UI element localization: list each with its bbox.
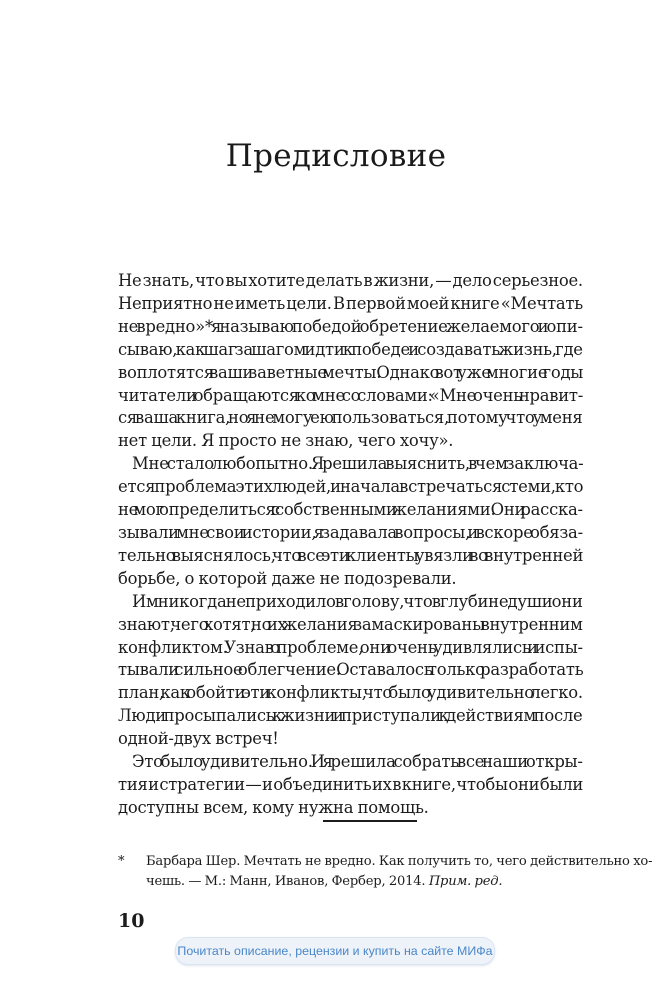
- body-line: доступны всем, кому нужна помощь.: [118, 797, 429, 817]
- footnote-divider: [323, 820, 417, 822]
- body-line: одной-двух встреч!: [118, 729, 279, 749]
- footnote: [118, 852, 653, 892]
- body-line: Неприятно не иметь цели. В первой моей книге «Мечтать: [118, 293, 583, 313]
- body-line: воплотятся ваши заветные мечты. Однако вот уже многие годы: [118, 362, 583, 382]
- footnote-line: [118, 852, 653, 872]
- body-line: не мог определиться с собственными желаниями. Они расска-: [118, 500, 583, 520]
- body-line: сываю, как шаг за шагом идти к победе и создавать жизнь, где: [118, 339, 583, 359]
- body-line: Не знать, что вы хотите делать в жизни, — дело серьезное.: [118, 271, 583, 290]
- body-line: тывали сильное облегчение. Оставалось только разработать: [118, 660, 583, 680]
- body-line: нет цели. Я просто не знаю, чего хочу».: [118, 431, 454, 451]
- body-line: Мне стало любопытно. Я решила выяснить, в чем заключа-: [132, 454, 583, 474]
- body-line: ется проблема этих людей, и начала встречаться с теми, кто: [118, 477, 583, 497]
- body-line: Это было удивительно. И я решила собрать все наши откры-: [132, 752, 583, 772]
- body-line: знают, чего хотят, но их желания замаскированы внутренним: [118, 614, 583, 634]
- mif-site-link-button[interactable]: Почитать описание, рецензии и купить на сайте МИФа: [175, 937, 495, 965]
- body-line: план, как обойти эти конфликты, что было удивительно легко.: [118, 683, 583, 703]
- body-line: конфликтом. Узнав о проблеме, они очень удивлялись и испы-: [118, 637, 583, 657]
- body-line: зывали мне свои истории, я задавала вопросы, и вскоре обяза-: [118, 522, 583, 542]
- body-text: [118, 270, 583, 820]
- editor-note: Прим. ред.: [428, 874, 503, 889]
- chapter-title: Предисловие: [225, 138, 447, 174]
- body-line: читатели обращаются ко мне со словами: «Мне очень нравит-: [118, 385, 583, 405]
- footnote-mark: *: [118, 854, 125, 869]
- body-line: ся ваша книга, но я не могу ею пользоваться, потому что у меня: [118, 408, 583, 428]
- body-line: тия и стратегии — и объединить их в книге, чтобы они были: [118, 774, 583, 794]
- body-line: Люди просыпались к жизни и приступали к действиям после: [118, 706, 583, 726]
- footnote-text: чешь. — М.: Манн, Иванов, Фербер, 2014.: [146, 874, 426, 889]
- footnote-text: Барбара Шер. Мечтать не вредно. Как получить то, чего действительно хо-: [146, 854, 653, 869]
- footnote-line: [118, 872, 588, 892]
- body-line: борьбе, о которой даже не подозревали.: [118, 568, 457, 588]
- body-line: не вредно»* я называю победой обретение желаемого и опи-: [118, 316, 583, 336]
- body-line: тельно выяснялось, что все эти клиенты увязли во внутренней: [118, 545, 583, 565]
- body-line: Им никогда не приходило в голову, что в глубине души они: [132, 591, 583, 611]
- page-number: 10: [118, 910, 145, 932]
